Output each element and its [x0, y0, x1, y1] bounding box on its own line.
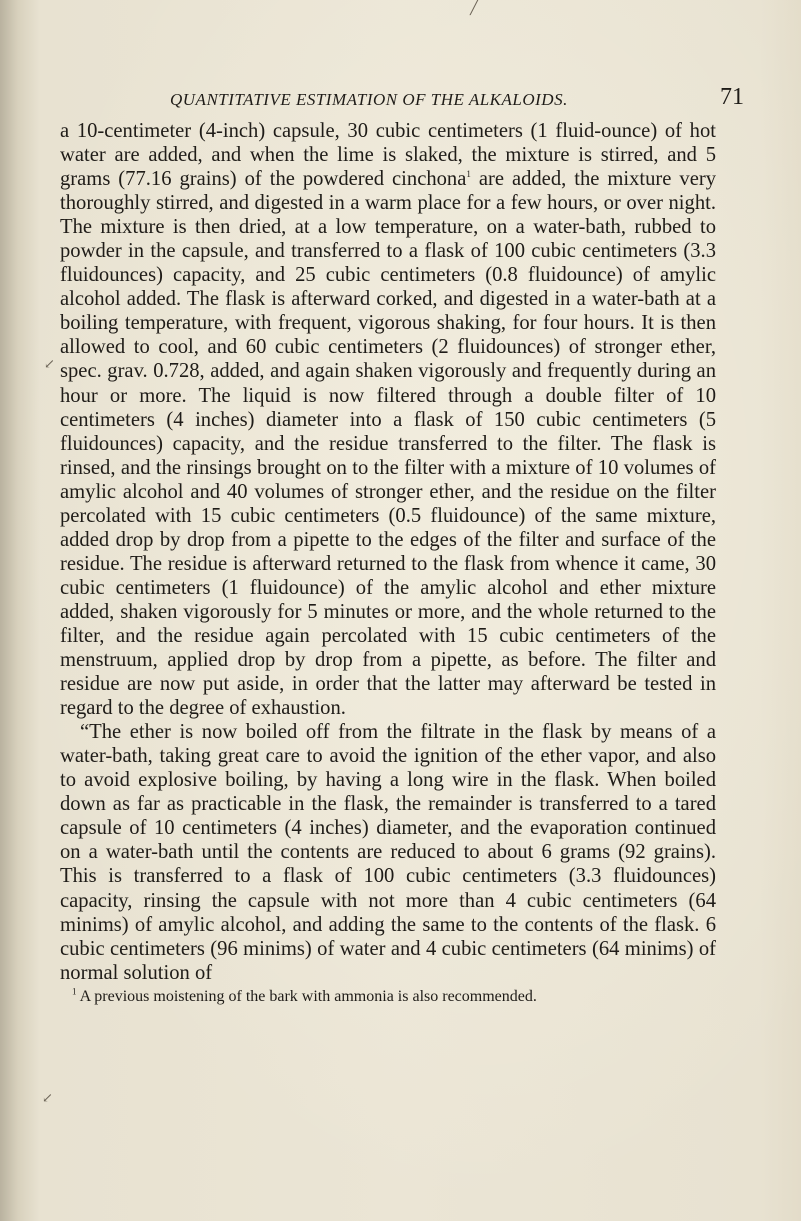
footnote-marker: 1 [72, 986, 77, 997]
footnote [60, 987, 716, 1007]
page-number: 71 [720, 84, 744, 110]
paragraph-1-text-a: a 10-centimeter (4-inch) capsule, 30 cubic centimeters (1 fluid-ounce) of hot water are added, and when the lime is slaked, the mixture is stirred, and 5 grams (77.16 grains) of the powdered cinchona [60, 120, 716, 191]
body-text [60, 119, 716, 1007]
pencil-mark: ↙ [44, 356, 55, 371]
paragraph-1-text-b: are added, the mixture very thoroughly stirred, and digested in a warm place for a few hours, or over night. The mixture is then dried, at a low temperature, on a water-bath, rubbed to powder in the capsule, and transferred to a flask of 100 cubic centimeters (3.3 fluidounces) capacity, and 25 cubic centimeters (0.8 fluidounce) of amylic alcohol added. The flask is afterward corked, and digested in a water-bath at a boiling temperature, with frequent, vigorous shaking, for four hours. It is then allowed to cool, and 60 cubic centimeters (2 fluidounces) of stronger ether, spec. grav. 0.728, added, and again shaken vigorously and frequently during an hour or more. The liquid is now filtered through a double filter of 10 centimeters (4 inches) diameter into a flask of 150 cubic centimeters (5 fluidounces) capacity, and the residue transferred to the filter. The flask is rinsed, and the rinsings brought on to the filter with a mixture of 10 volumes of amylic alcohol and 40 volumes of stronger ether, and the residue on the filter percolated with 15 cubic centimeters (0.5 fluidounce) of the same mixture, added drop by drop from a pipette to the edges of the filter and surface of the residue. The residue is afterward returned to the flask from whence it came, 30 cubic centimeters (1 fluidounce) of the amylic alcohol and ether mixture added, shaken vigorously for 5 minutes or more, and the whole returned to the filter, and the residue again percolated with 15 cubic centimeters of the menstruum, applied drop by drop from a pipette, as before. The filter and residue are now put aside, in order that the latter may afterward be tested in regard to the degree of exhaustion. [60, 168, 716, 720]
running-title: QUANTITATIVE ESTIMATION OF THE ALKALOIDS. [170, 90, 568, 109]
footnote-text: A previous moistening of the bark with ammonia is also recommended. [76, 987, 537, 1005]
running-head [56, 84, 744, 114]
pencil-mark: ↙ [42, 1090, 53, 1105]
pencil-mark: ╱ [470, 0, 478, 15]
footnote-reference: 1 [466, 169, 471, 180]
paragraph-1 [60, 119, 716, 720]
paragraph-2: “The ether is now boiled off from the filtrate in the flask by means of a water-bath, taking great care to avoid the ignition of the ether vapor, and also to avoid explosive boiling, by having a long wire in the flask. When boiled down as far as practicable in the flask, the remainder is transferred to a tared capsule of 10 centimeters (4 inches) diameter, and the evaporation continued on a water-bath until the contents are reduced to about 6 grams (92 grains). This is transferred to a flask of 100 cubic centimeters (3.3 fluidounces) capacity, rinsing the capsule with not more than 4 cubic centimeters (64 minims) of amylic alcohol, and adding the same to the contents of the flask. 6 cubic centimeters (96 minims) of water and 4 cubic centimeters (64 minims) of normal solution of [60, 721, 716, 984]
